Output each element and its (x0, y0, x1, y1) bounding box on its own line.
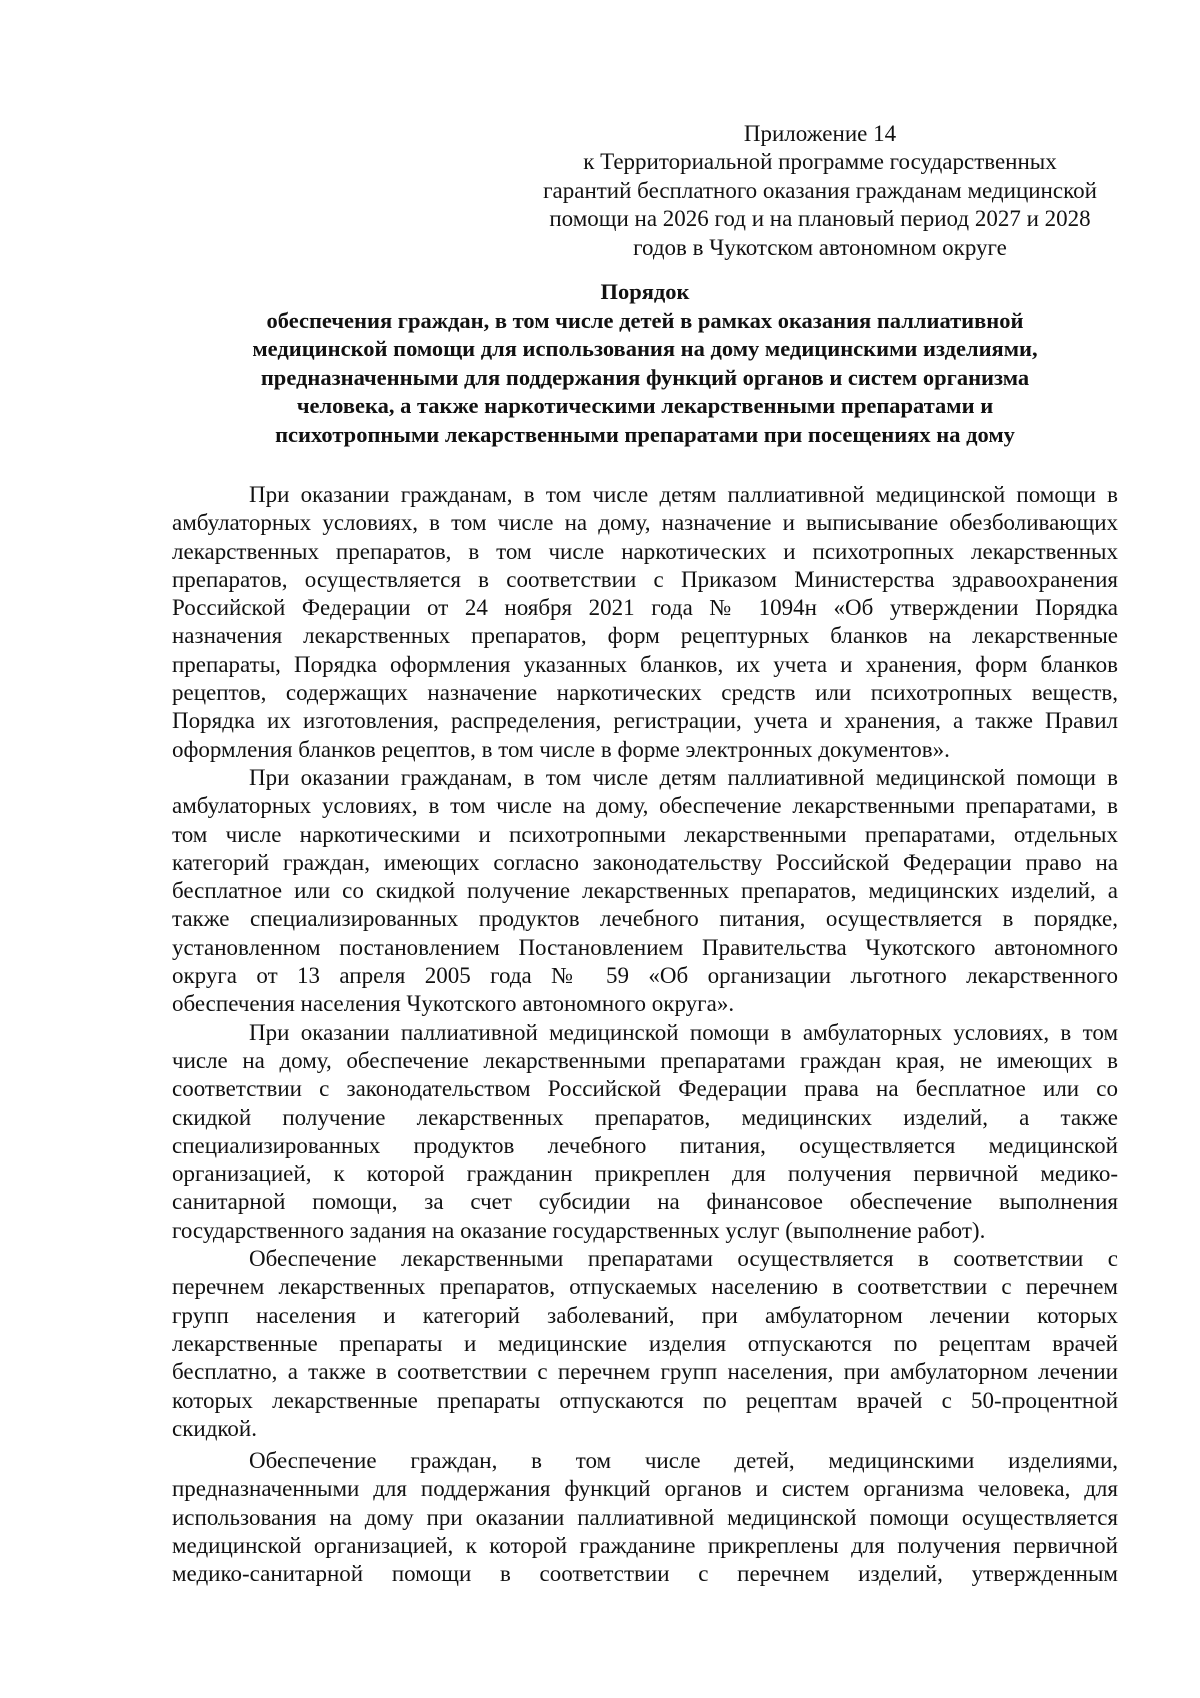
title-line: медицинской помощи для использования на дому медицинскими изделиями, (252, 336, 1038, 362)
title-line: психотропными лекарственными препаратами при посещениях на дому (275, 421, 1015, 447)
text-line: округа от 13 апреля 2005 года № 59 «Об организации льготного лекарственного (172, 963, 1118, 989)
paragraph-3 (172, 1019, 1118, 1245)
title-line: Порядок (600, 279, 690, 304)
text-line: лекарственные препараты и медицинские изделия отпускаются по рецептам врачей (172, 1330, 1118, 1356)
paragraph-2 (172, 764, 1118, 1019)
text-line: Порядка их изготовления, распределения, регистрации, учета и хранения, а также Правил (172, 708, 1118, 734)
text-line: специализированных продуктов лечебного питания, осуществляется медицинской (172, 1132, 1118, 1158)
text-line: также специализированных продуктов лечебного питания, осуществляется в порядке, (172, 906, 1118, 932)
text-line: том числе наркотическими и психотропными лекарственными препаратами, отдельных (172, 821, 1118, 847)
text-line: скидкой получение лекарственных препаратов, медицинских изделий, а также (172, 1104, 1118, 1130)
paragraph-1 (172, 481, 1118, 764)
title-line: предназначенными для поддержания функций органов и систем организма (260, 364, 1030, 390)
text-line: перечнем лекарственных препаратов, отпускаемых населению в соответствии с перечнем (172, 1274, 1118, 1300)
text-line: групп населения и категорий заболеваний, при амбулаторном лечении которых (172, 1302, 1118, 1328)
appendix-line: Приложение 14 (743, 121, 897, 146)
text-line: медико-санитарной помощи в соответствии с перечнем изделий, утвержденным (172, 1561, 1118, 1587)
text-line: категорий граждан, имеющих согласно законодательству Российской Федерации право на (172, 849, 1118, 875)
appendix-header (520, 120, 1120, 262)
text-line: амбулаторных условиях, в том числе на дому, назначение и выписывание обезболивающих (172, 510, 1118, 536)
text-line: установленном постановлением Постановлением Правительства Чукотского автономного (172, 934, 1118, 960)
appendix-line: годов в Чукотском автономном округе (633, 234, 1007, 260)
text-line: оформления бланков рецептов, в том числе в форме электронных документов». (172, 736, 950, 762)
title-line: человека, а также наркотическими лекарственными препаратами и (296, 393, 994, 419)
text-line: бесплатно, а также в соответствии с перечнем групп населения, при амбулаторном лечении (172, 1359, 1118, 1385)
text-line: медицинской организацией, к которой гражданине прикреплены для получения первичной (172, 1532, 1118, 1558)
appendix-line: гарантий бесплатного оказания гражданам медицинской (543, 177, 1097, 203)
text-line: рецептов, содержащих назначение наркотических средств или психотропных веществ, (172, 680, 1118, 706)
text-line: использования на дому при оказании паллиативной медицинской помощи осуществляется (172, 1504, 1118, 1530)
appendix-line: помощи на 2026 год и на плановый период 2027 и 2028 (549, 206, 1091, 232)
text-line: При оказании гражданам, в том числе детям паллиативной медицинской помощи в (249, 764, 1118, 790)
text-line: санитарной помощи, за счет субсидии на финансовое обеспечение выполнения (172, 1189, 1118, 1215)
text-line: Обеспечение граждан, в том числе детей, медицинскими изделиями, (249, 1448, 1118, 1474)
paragraph-4 (172, 1245, 1118, 1443)
text-line: Обеспечение лекарственными препаратами осуществляется в соответствии с (249, 1246, 1118, 1272)
text-line: организацией, к которой гражданин прикреплен для получения первичной медико- (172, 1161, 1118, 1187)
text-line: препараты, Порядка оформления указанных бланков, их учета и хранения, форм бланков (172, 651, 1118, 677)
text-line: соответствии с законодательством Российской Федерации права на бесплатное или со (172, 1076, 1118, 1102)
text-line: скидкой. (172, 1415, 257, 1441)
text-line: государственного задания на оказание государственных услуг (выполнение работ). (172, 1217, 986, 1243)
text-line: предназначенными для поддержания функций органов и систем организма человека, для (172, 1476, 1118, 1502)
appendix-line: к Территориальной программе государственных (583, 149, 1057, 175)
text-line: При оказании гражданам, в том числе детям паллиативной медицинской помощи в (249, 482, 1118, 507)
text-line: назначения лекарственных препаратов, форм рецептурных бланков на лекарственные (172, 623, 1118, 649)
text-line: амбулаторных условиях, в том числе на дому, обеспечение лекарственными препаратами, в (172, 793, 1118, 819)
text-line: Российской Федерации от 24 ноября 2021 года № 1094н «Об утверждении Порядка (172, 595, 1118, 621)
title-line: обеспечения граждан, в том числе детей в рамках оказания паллиативной (266, 307, 1024, 333)
text-line: При оказании паллиативной медицинской помощи в амбулаторных условиях, в том (249, 1019, 1118, 1045)
text-line: обеспечения населения Чукотского автономного округа». (172, 991, 735, 1017)
document-title (165, 278, 1125, 450)
document-body (172, 481, 1118, 1589)
text-line: которых лекарственные препараты отпускаются по рецептам врачей с 50-процентной (172, 1387, 1118, 1413)
text-line: числе на дому, обеспечение лекарственными препаратами граждан края, не имеющих в (172, 1047, 1118, 1073)
text-line: препаратов, осуществляется в соответствии с Приказом Министерства здравоохранения (172, 566, 1118, 592)
text-line: бесплатное или со скидкой получение лекарственных препаратов, медицинских изделий, а (172, 878, 1118, 904)
paragraph-5 (172, 1447, 1118, 1588)
text-line: лекарственных препаратов, в том числе наркотических и психотропных лекарственных (172, 538, 1118, 564)
